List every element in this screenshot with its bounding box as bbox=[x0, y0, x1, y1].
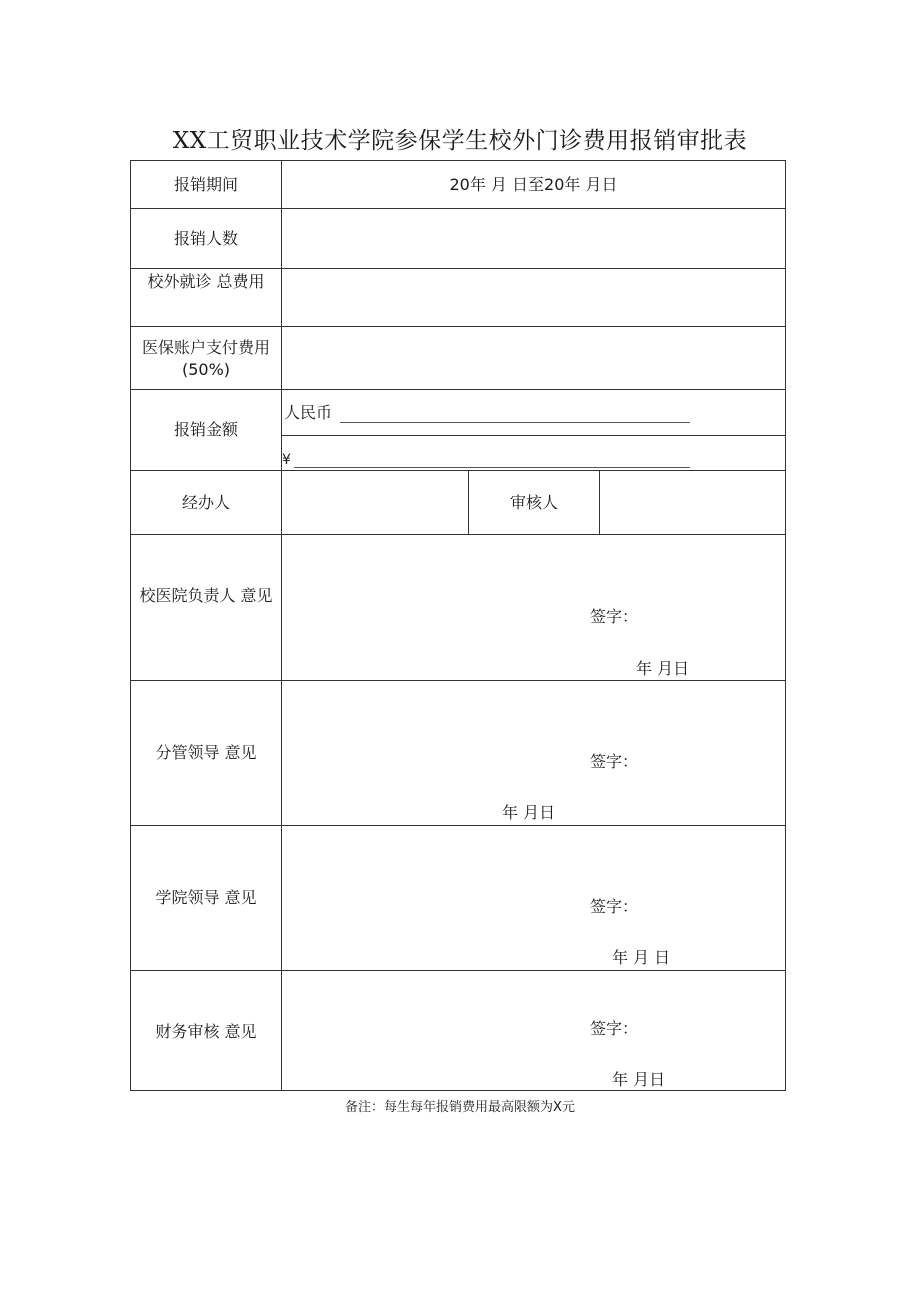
handler-label: 经办人 bbox=[181, 493, 230, 512]
finance-label: 财务审核 意见 bbox=[155, 1022, 257, 1041]
finance-opinion-field[interactable] bbox=[282, 971, 785, 1090]
insurance-field[interactable] bbox=[282, 327, 785, 389]
rmb-amount-field[interactable] bbox=[340, 401, 690, 423]
total-field[interactable] bbox=[282, 269, 785, 326]
leader-date: 年 月日 bbox=[502, 803, 556, 822]
college-label: 学院领导 意见 bbox=[155, 888, 257, 907]
period-label: 报销期间 bbox=[173, 175, 238, 194]
handler-field[interactable] bbox=[282, 471, 468, 534]
insurance-label: 医保账户支付费用(50%) bbox=[141, 338, 270, 379]
row-divider bbox=[282, 435, 785, 436]
leader-label: 分管领导 意见 bbox=[155, 743, 257, 762]
reviewer-field[interactable] bbox=[600, 471, 785, 534]
form-title: XX工贸职业技术学院参保学生校外门诊费用报销审批表 bbox=[172, 128, 748, 154]
hospital-date: 年 月日 bbox=[636, 659, 690, 678]
yen-amount-field[interactable] bbox=[294, 447, 690, 468]
leader-sign-label: 签字： bbox=[590, 752, 639, 771]
finance-date: 年 月日 bbox=[612, 1070, 666, 1089]
college-sign-label: 签字： bbox=[590, 897, 639, 916]
hospital-label: 校医院负责人 意见 bbox=[139, 586, 273, 605]
row-divider bbox=[131, 389, 785, 390]
amount-label: 报销金额 bbox=[173, 420, 238, 439]
college-opinion-field[interactable] bbox=[282, 826, 785, 970]
reviewer-label: 审核人 bbox=[509, 493, 558, 512]
hospital-opinion-field[interactable] bbox=[282, 535, 785, 680]
college-date: 年 月 日 bbox=[612, 948, 671, 967]
approval-form bbox=[130, 160, 786, 1091]
yen-prefix: ¥ bbox=[282, 452, 291, 468]
finance-sign-label: 签字： bbox=[590, 1019, 639, 1038]
count-label: 报销人数 bbox=[173, 229, 238, 248]
count-field[interactable] bbox=[282, 209, 785, 268]
footnote: 备注：每生每年报销费用最高限额为X元 bbox=[345, 1100, 575, 1115]
total-label: 校外就诊 总费用 bbox=[147, 272, 265, 291]
hospital-sign-label: 签字： bbox=[590, 607, 639, 626]
period-value[interactable]: 20年 月 日至20年 月日 bbox=[449, 175, 618, 194]
rmb-prefix: 人民币 bbox=[284, 403, 333, 422]
